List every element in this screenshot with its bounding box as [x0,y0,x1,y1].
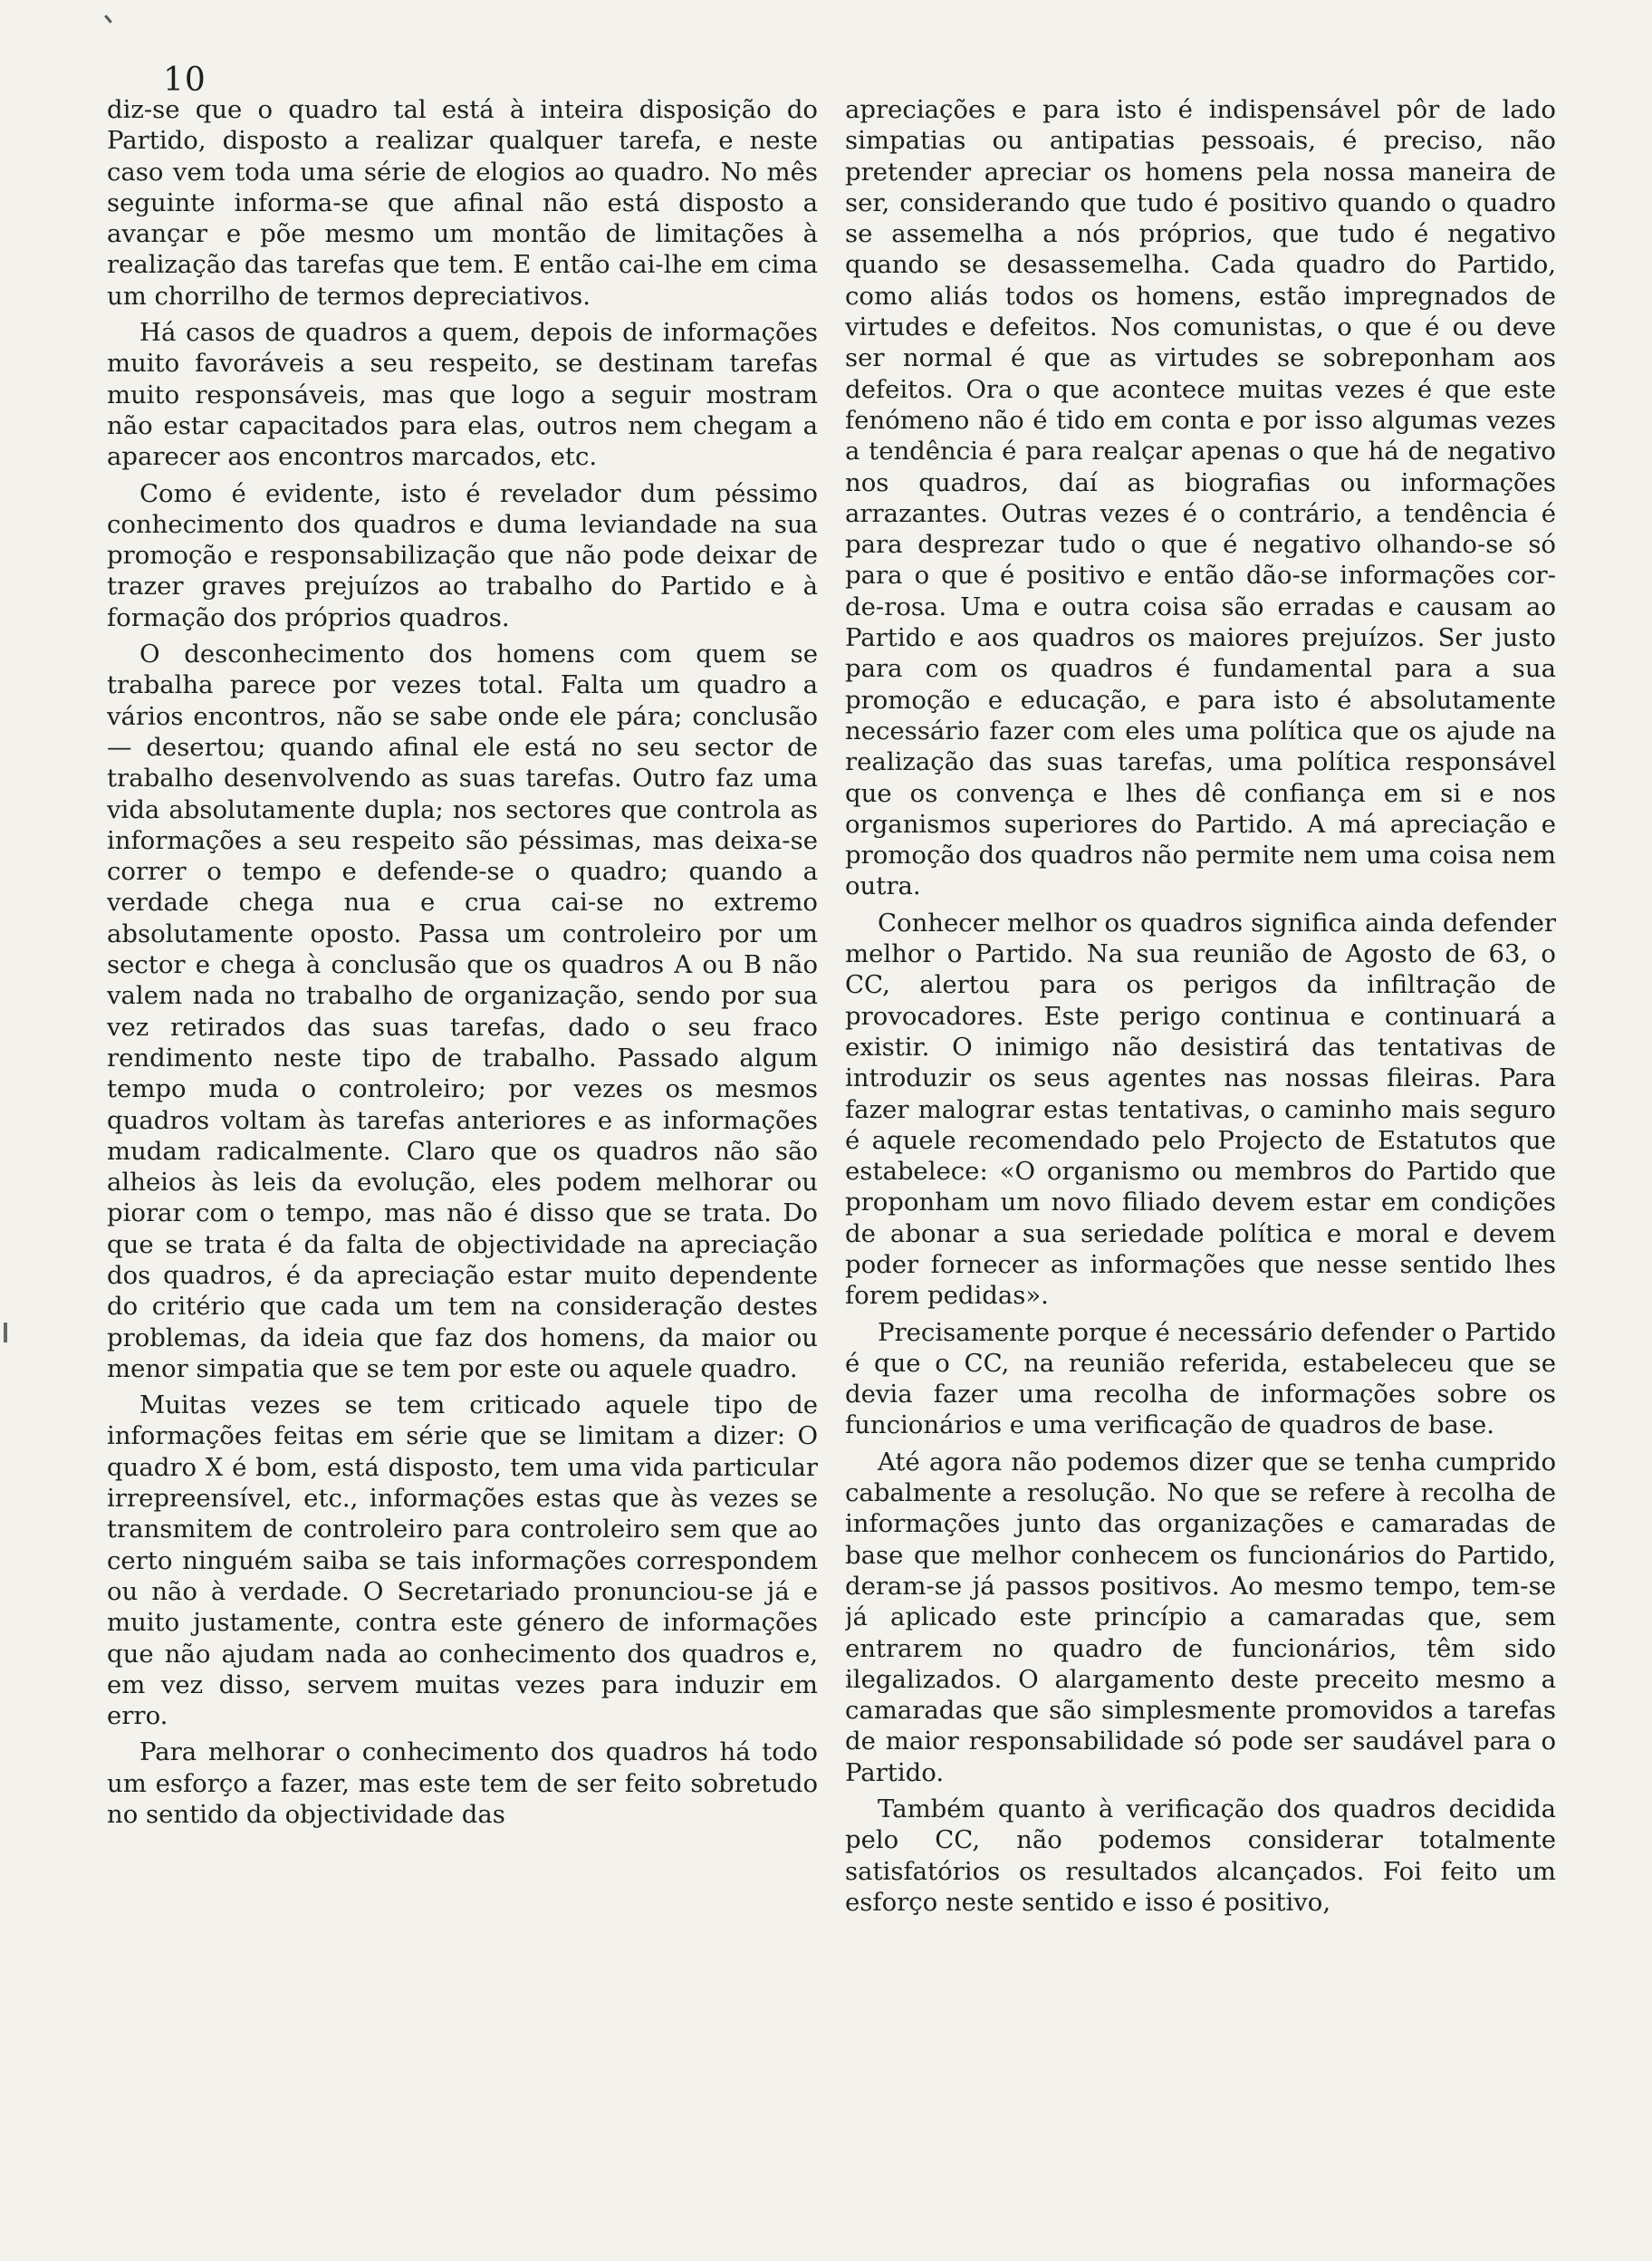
paragraph: Para melhorar o conhecimento dos quadros há todo um esforço a fazer, mas este tem de ser feito sobretudo no sentido da objectividade das [107,1737,818,1830]
paragraph: Há casos de quadros a quem, depois de informações muito favoráveis a seu respeito, se destinam tarefas muito responsáveis, mas que logo a seguir mostram não estar capacitados para elas, outros nem chegam a aparecer aos encontros marcados, etc. [107,318,818,472]
paragraph: diz-se que o quadro tal está à inteira disposição do Partido, disposto a realizar qualquer tarefa, e neste caso vem toda uma série de elogios ao quadro. No mês seguinte informa-se que afinal não está disposto a avançar e põe mesmo um montão de limitações à realização das tarefas que tem. E então cai-lhe em cima um chorrilho de termos depreciativos. [107,95,818,311]
paragraph: Até agora não podemos dizer que se tenha cumprido cabalmente a resolução. No que se refere à recolha de informações junto das organizações e camaradas de base que melhor conhecem os funcionários do Partido, deram-se já passos positivos. Ao mesmo tempo, tem-se já aplicado este princípio a camaradas que, sem entrarem no quadro de funcionários, têm sido ilegalizados. O alargamento deste preceito mesmo a camaradas que são simplesmente promovidos a tarefas de maior responsabilidade só pode ser saudável para o Partido. [845,1447,1556,1787]
paragraph: Também quanto à verificação dos quadros decidida pelo CC, não podemos considerar totalmente satisfatórios os resultados alcançados. Foi feito um esforço neste sentido e isso é positivo, [845,1794,1556,1917]
paragraph: Muitas vezes se tem criticado aquele tipo de informações feitas em série que se limitam a dizer: O quadro X é bom, está disposto, tem uma vida particular irrepreensível, etc., informações estas que às vezes se transmitem de controleiro para controleiro sem que ao certo ninguém saiba se tais informações correspondem ou não à verdade. O Secretariado pronunciou-se já e muito justamente, contra este género de informações que não ajudam nada ao conhecimento dos quadros e, em vez disso, servem muitas vezes para induzir em erro. [107,1390,818,1731]
paragraph: O desconhecimento dos homens com quem se trabalha parece por vezes total. Falta um quadro a vários encontros, não se sabe onde ele pára; conclusão — desertou; quando afinal ele está no seu sector de trabalho desenvolvendo as suas tarefas. Outro faz uma vida absolutamente dupla; nos sectores que controla as informações a seu respeito são péssimas, mas deixa-se correr o tempo e defende-se o quadro; quando a verdade chega nua e crua cai-se no extremo absolutamente oposto. Passa um controleiro por um sector e chega à conclusão que os quadros A ou B não valem nada no trabalho de organização, sendo por sua vez retirados das suas tarefas, dado o seu fraco rendimento neste tipo de trabalho. Passado algum tempo muda o controleiro; por vezes os mesmos quadros voltam às tarefas anteriores e as informações mudam radicalmente. Claro que os quadros não são alheios às leis da evolução, eles podem melhorar ou piorar com o tempo, mas não é disso que se trata. Do que se trata é da falta de objectividade na apreciação dos quadros, é da apreciação estar muito dependente do critério que cada um tem na consideração destes problemas, da ideia que faz dos homens, da maior ou menor simpatia que se tem por este ou aquele quadro. [107,640,818,1383]
paragraph: Conhecer melhor os quadros significa ainda defender melhor o Partido. Na sua reunião de Agosto de 63, o CC, alertou para os perigos da infiltração de provocadores. Este perigo continua e continuará a existir. O inimigo não desistirá das tentativas de introduzir os seus agentes nas nossas fileiras. Para fazer malograr estas tentativas, o caminho mais seguro é aquele recomendado pelo Projecto de Estatutos que estabelece: «O organismo ou membros do Partido que proponham um novo filiado devem estar em condições de abonar a sua seriedade política e moral e devem poder fornecer as informações que nesse sentido lhes forem pedidas». [845,908,1556,1311]
text-columns [107,94,1556,2232]
paragraph: apreciações e para isto é indispensável pôr de lado simpatias ou antipatias pessoais, é preciso, não pretender apreciar os homens pela nossa maneira de ser, considerando que tudo é positivo quando o quadro se assemelha a nós próprios, que tudo é negativo quando se desassemelha. Cada quadro do Partido, como aliás todos os homens, estão impregnados de virtudes e defeitos. Nos comunistas, o que é ou deve ser normal é que as virtudes se sobreponham aos defeitos. Ora o que acontece muitas vezes é que este fenómeno não é tido em conta e por isso algumas vezes a tendência é para realçar apenas o que há de negativo nos quadros, daí as biografias ou informações arrazantes. Outras vezes é o contrário, a tendência é para desprezar tudo o que é negativo olhando-se só para o que é positivo e então dão-se informações cor-de-rosa. Uma e outra coisa são erradas e causam ao Partido e aos quadros os maiores prejuízos. Ser justo para com os quadros é fundamental para a sua promoção e educação, e para isto é absolutamente necessário fazer com eles uma política que os ajude na realização das suas tarefas, uma política responsável que os convença e lhes dê confiança em si e nos organismos superiores do Partido. A má apreciação e promoção dos quadros não permite nem uma coisa nem outra. [845,95,1556,901]
paragraph: Precisamente porque é necessário defender o Partido é que o CC, na reunião referida, estabeleceu que se devia fazer uma recolha de informações sobre os funcionários e uma verificação de quadros de base. [845,1317,1556,1440]
page-number: 10 [163,62,206,99]
scan-mark [104,14,112,24]
paragraph: Como é evidente, isto é revelador dum péssimo conhecimento dos quadros e duma leviandade na sua promoção e responsabilização que não pode deixar de trazer graves prejuízos ao trabalho do Partido e à formação dos próprios quadros. [107,478,818,632]
left-column [107,94,818,2232]
right-column [845,94,1556,2232]
margin-mark [4,1323,7,1342]
